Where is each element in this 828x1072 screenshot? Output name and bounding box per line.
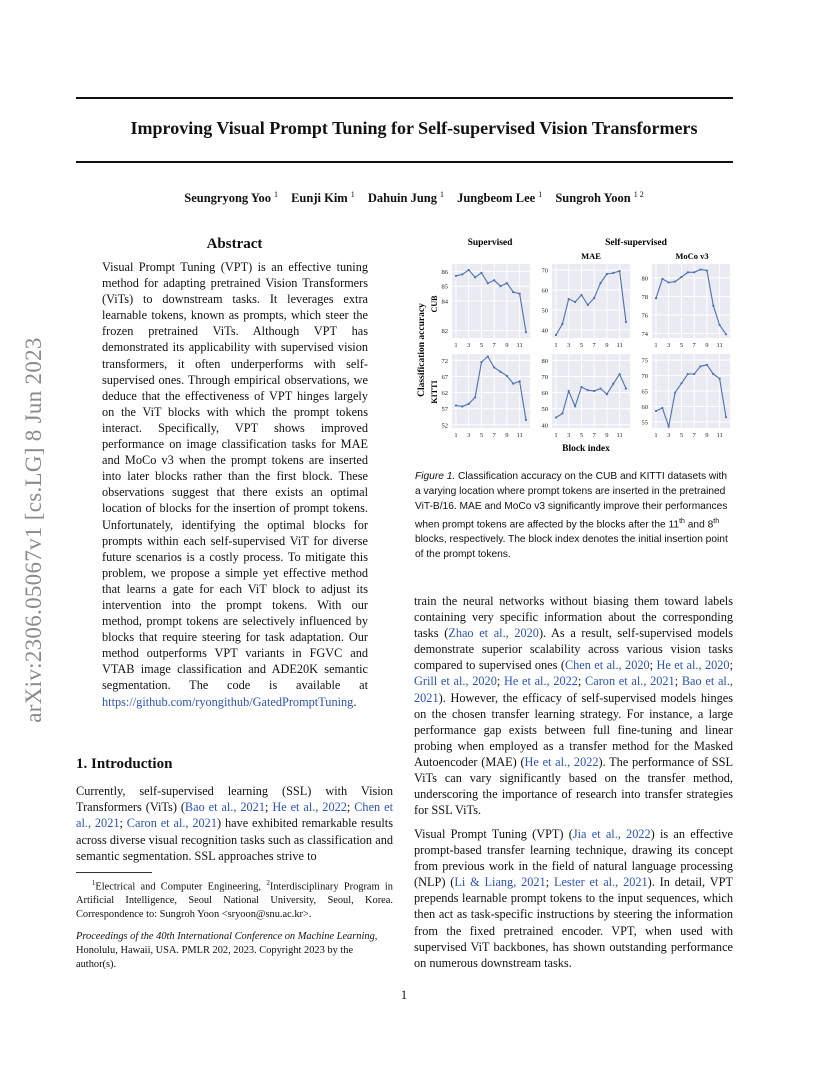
data-point (680, 382, 682, 384)
data-point (612, 383, 614, 385)
x-tick-label: 1 (654, 342, 658, 349)
data-point (561, 323, 563, 325)
supervised-label: Supervised (467, 238, 513, 248)
data-point (487, 355, 489, 357)
y-tick-label: 40 (541, 422, 548, 430)
author-list (60, 190, 768, 206)
y-tick-label: 86 (441, 268, 448, 276)
data-point (661, 407, 663, 409)
data-point (587, 304, 589, 306)
x-tick-label: 5 (679, 432, 684, 439)
data-point (568, 298, 570, 300)
citation-link[interactable]: Chen et al., 2021 (76, 800, 393, 831)
citation-link[interactable]: He et al., 2022 (524, 754, 599, 769)
y-tick-label: 60 (541, 287, 548, 295)
data-point (499, 285, 501, 287)
data-point (593, 297, 595, 299)
abstract-body: Visual Prompt Tuning (VPT) is an effective tuning method for adapting pretrained Vision Transformers (ViTs) to downstream tasks. It leverages extra learnable tokens, known as prompts, which steer the frozen pretrained ViTs. Although VPT has demonstrated its applicability with supervised vision transformers, it often underperforms with self-supervised ones. Through empirical observations, we deduce that the effectiveness of VPT hinges largely on the ViT blocks with which the prompt tokens interact. Specifically, VPT shows improved performance on image classification tasks for MAE and MoCo v3 when the prompt tokens are inserted into later blocks rather than the first block. These observations suggest that there exists an optimal location of blocks for the insertion of prompt tokens. Unfortunately, identifying the optimal blocks for prompts within each self-supervised ViT for diverse future scenarios is a costly process. To mitigate this problem, we propose a simple yet effective method that learns a gate for each ViT block to adjust its intervention into the prompt tokens. With our method, prompt tokens are selectively influenced by blocks that require steering for task adaptation. Our method outperforms VPT variants in FGVC and VTAB image classification and ADE20K semantic segmentation. The code is available at https://github.com/ryongithub/GatedPromptTuning. (102, 260, 368, 709)
data-point (599, 387, 601, 389)
data-point (499, 371, 501, 373)
data-point (655, 410, 657, 412)
x-tick-label: 3 (667, 432, 671, 439)
data-point (468, 403, 470, 405)
data-point (493, 366, 495, 368)
y-tick-label: 50 (541, 307, 548, 315)
data-point (680, 276, 682, 278)
x-tick-label: 7 (692, 342, 696, 349)
x-tick-label: 11 (616, 342, 623, 349)
accuracy-figure (410, 232, 730, 460)
y-tick-label: 80 (541, 357, 548, 365)
x-tick-label: 5 (579, 432, 584, 439)
section-heading-introduction: 1. Introduction (76, 756, 173, 772)
x-tick-label: 5 (679, 342, 684, 349)
x-tick-label: 1 (654, 432, 658, 439)
data-point (461, 273, 463, 275)
data-point (525, 419, 527, 421)
citation-link[interactable]: Caron et al., 2021 (585, 674, 675, 689)
citation-link[interactable]: Bao et al., 2021 (184, 800, 265, 815)
y-tick-label: 80 (641, 275, 648, 283)
y-tick-label: 85 (441, 283, 448, 291)
affiliation-footnote: $^1$Electrical and Computer Engineering, $^2$Interdisciplinary Program in Artificial Intelligence, Seoul National University, Seoul, Korea. Correspondence to: Sungroh Yoon <sryoon@snu.ac.kr>. (76, 879, 393, 921)
y-tick-label: 76 (641, 312, 648, 320)
data-point (725, 333, 727, 335)
y-tick-label: 75 (641, 357, 648, 365)
citation-link[interactable]: Bao et al., 2021 (414, 674, 733, 705)
data-point (625, 321, 627, 323)
panel-background (452, 354, 530, 428)
y-tick-label: 84 (441, 298, 448, 306)
x-tick-label: 1 (454, 432, 458, 439)
arxiv-identifier: arXiv:2306.05067v1 [cs.LG] 8 Jun 2023 (21, 337, 46, 723)
row-label-kitti: KITTI (430, 380, 439, 404)
data-point (561, 412, 563, 414)
y-tick-label: 78 (641, 293, 648, 301)
author: Jungbeom Lee $^1$ (457, 190, 543, 206)
data-point (661, 278, 663, 280)
paper-title: Improving Visual Prompt Tuning for Self-supervised Vision Transformers (130, 118, 698, 138)
y-tick-label: 60 (641, 403, 648, 411)
x-tick-label: 11 (616, 432, 623, 439)
author: Sungroh Yoon $^{1 2}$ (555, 190, 644, 206)
x-tick-label: 9 (705, 342, 709, 349)
x-tick-label: 7 (492, 432, 496, 439)
chart-panel (642, 354, 731, 439)
x-tick-label: 9 (505, 342, 509, 349)
data-point (525, 331, 527, 333)
citation-link[interactable]: He et al., 2020 (656, 658, 730, 673)
data-point (455, 275, 457, 277)
x-tick-label: 9 (705, 432, 709, 439)
data-point (480, 272, 482, 274)
x-tick-label: 9 (605, 342, 609, 349)
author: Dahuin Jung $^1$ (367, 190, 444, 206)
x-tick-label: 11 (516, 432, 523, 439)
x-tick-label: 9 (505, 432, 509, 439)
abstract-heading: Abstract (206, 236, 263, 252)
data-point (625, 387, 627, 389)
mae-label: MAE (581, 251, 601, 261)
x-tick-label: 5 (579, 342, 584, 349)
x-tick-label: 9 (605, 432, 609, 439)
right-paragraph-2: Visual Prompt Tuning (VPT) (Jia et al., 2022) is an effective prompt-based transfer learning technique, drawing its concept from previous work in the field of natural language processing (NLP) (Li & Liang, 2021; Lester et al., 2021). In detail, VPT prepends learnable prompt tokens to the input sequences, which then act as task-specific instructions by steering the information from the fixed pretrained encoder. VPT, when used with supervised ViT backbones, has shown outstanding performance on numerous downstream tasks. (414, 827, 733, 970)
author: Eunji Kim $^1$ (291, 190, 355, 206)
data-point (706, 269, 708, 271)
y-tick-label: 74 (641, 330, 648, 338)
figure-number: Figure 1. (415, 471, 456, 482)
data-point (574, 301, 576, 303)
data-point (699, 365, 701, 367)
y-tick-label: 60 (541, 390, 548, 398)
citation-link[interactable]: Zhao et al., 2020 (448, 626, 539, 641)
moco-label: MoCo v3 (675, 251, 709, 261)
chart-panel (542, 354, 631, 439)
code-link[interactable]: https://github.com/ryongithub/GatedPromptTuning (102, 694, 354, 709)
data-point (687, 271, 689, 273)
data-point (506, 375, 508, 377)
data-point (706, 364, 708, 366)
y-tick-label: 82 (441, 328, 448, 336)
x-tick-label: 3 (567, 342, 571, 349)
data-point (519, 293, 521, 295)
data-point (555, 416, 557, 418)
y-tick-label: 70 (541, 267, 548, 275)
y-tick-label: 40 (541, 327, 548, 335)
y-tick-label: 70 (641, 373, 648, 381)
data-point (725, 416, 727, 418)
citation-link[interactable]: Jia et al., 2022 (572, 827, 651, 841)
data-point (474, 276, 476, 278)
y-tick-label: 70 (541, 374, 548, 382)
data-point (712, 373, 714, 375)
x-tick-label: 3 (467, 432, 471, 439)
data-point (580, 386, 582, 388)
footnote-rule (76, 872, 152, 873)
x-tick-label: 11 (716, 432, 723, 439)
citation-link[interactable]: Grill et al., 2020 (414, 674, 497, 689)
data-point (606, 273, 608, 275)
proceedings-note: Proceedings of the 40th International Conference on Machine Learning, Honolulu, Hawaii, USA. PMLR 202, 2023. Copyright 2023 by the author(s). (76, 931, 378, 970)
data-point (506, 282, 508, 284)
data-point (519, 380, 521, 382)
x-tick-label: 7 (592, 432, 596, 439)
chart-panel (442, 264, 531, 349)
chart-panel (642, 264, 731, 349)
y-tick-label: 62 (441, 390, 448, 398)
data-point (674, 280, 676, 282)
y-tick-label: 65 (641, 388, 648, 396)
x-tick-label: 5 (479, 342, 484, 349)
data-point (580, 294, 582, 296)
data-point (487, 282, 489, 284)
data-point (461, 405, 463, 407)
data-point (619, 270, 621, 272)
citation-link[interactable]: Caron et al., 2021 (126, 816, 217, 831)
data-point (455, 404, 457, 406)
data-point (512, 383, 514, 385)
data-point (568, 390, 570, 392)
y-tick-label: 72 (441, 357, 448, 365)
data-point (474, 396, 476, 398)
data-point (655, 297, 657, 299)
data-point (668, 281, 670, 283)
data-point (687, 373, 689, 375)
citation-link[interactable]: Lester et al., 2021 (553, 875, 648, 890)
x-tick-label: 7 (692, 432, 696, 439)
data-point (599, 282, 601, 284)
data-point (493, 279, 495, 281)
x-tick-label: 1 (554, 432, 558, 439)
title-rule (76, 161, 733, 163)
data-point (674, 391, 676, 393)
data-point (612, 272, 614, 274)
data-point (668, 425, 670, 427)
top-rule (76, 97, 733, 99)
y-tick-label: 50 (541, 406, 548, 414)
data-point (587, 389, 589, 391)
data-point (468, 269, 470, 271)
data-point (693, 373, 695, 375)
data-point (719, 324, 721, 326)
panel-background (652, 264, 730, 338)
data-point (593, 390, 595, 392)
chart-panel (442, 354, 531, 439)
y-tick-label: 57 (441, 406, 448, 414)
right-paragraph-1: train the neural networks without biasing them toward labels containing very specific information about the corresponding tasks (Zhao et al., 2020). As a result, self-supervised models demonstrate superior scalability across various vision tasks compared to supervised ones (Chen et al., 2020; He et al., 2020; Grill et al., 2020; He et al., 2022; Caron et al., 2021; Bao et al., 2021). However, the efficacy of self-supervised models hinges on the chosen transfer learning strategy. For instance, a large performance gap exists between full fine-tuning and linear probing when employed as a transfer method for the Masked Autoencoder (MAE) (He et al., 2022). The performance of SSL ViTs can vary significantly based on the transfer method, underscoring the importance of research into transfer strategies for SSL ViTs. (414, 594, 734, 818)
x-tick-label: 1 (554, 342, 558, 349)
data-point (512, 291, 514, 293)
x-tick-label: 3 (667, 342, 671, 349)
y-axis-label: Classification accuracy (417, 303, 427, 397)
page-number: 1 (400, 988, 408, 1002)
data-point (712, 305, 714, 307)
author: Seungryong Yoo $^1$ (184, 190, 278, 206)
row-label-cub: CUB (430, 295, 439, 313)
data-point (693, 271, 695, 273)
x-tick-label: 11 (516, 342, 523, 349)
x-tick-label: 7 (592, 342, 596, 349)
x-tick-label: 3 (467, 342, 471, 349)
x-axis-label: Block index (562, 444, 610, 454)
data-point (719, 378, 721, 380)
citation-link[interactable]: He et al., 2022 (503, 674, 578, 689)
data-point (480, 361, 482, 363)
figure-caption: Figure 1. Classification accuracy on the CUB and KITTI datasets with a varying location where prompt tokens are inserted in the pretrained ViT-B/16. MAE and MoCo v3 significantly improve their performances when prompt tokens are affected by the blocks after the 11th and 8th blocks, respectively. The block index denotes the initial insertion point of the prompt tokens. (415, 471, 728, 561)
data-point (555, 334, 557, 336)
intro-paragraph: Currently, self-supervised learning (SSL) with Vision Transformers (ViTs) (Bao et al., 2021; He et al., 2022; Chen et al., 2021; Caron et al., 2021) have exhibited remarkable results across diverse visual recognition tasks such as classification and semantic segmentation. SSL approaches strive to (76, 784, 393, 863)
citation-link[interactable]: Chen et al., 2020 (564, 658, 650, 673)
x-tick-label: 1 (454, 342, 458, 349)
y-tick-label: 55 (641, 419, 648, 427)
self-supervised-label: Self-supervised (605, 238, 667, 248)
x-tick-label: 3 (567, 432, 571, 439)
y-tick-label: 52 (441, 422, 448, 430)
arxiv-stamp (14, 300, 54, 760)
data-point (699, 268, 701, 270)
y-tick-label: 67 (441, 374, 448, 382)
x-tick-label: 7 (492, 342, 496, 349)
data-point (619, 373, 621, 375)
x-tick-label: 11 (716, 342, 723, 349)
data-point (574, 405, 576, 407)
chart-panel (542, 264, 631, 349)
citation-link[interactable]: He et al., 2022 (272, 800, 347, 815)
data-point (606, 393, 608, 395)
x-tick-label: 5 (479, 432, 484, 439)
citation-link[interactable]: Li & Liang, 2021 (454, 875, 546, 890)
